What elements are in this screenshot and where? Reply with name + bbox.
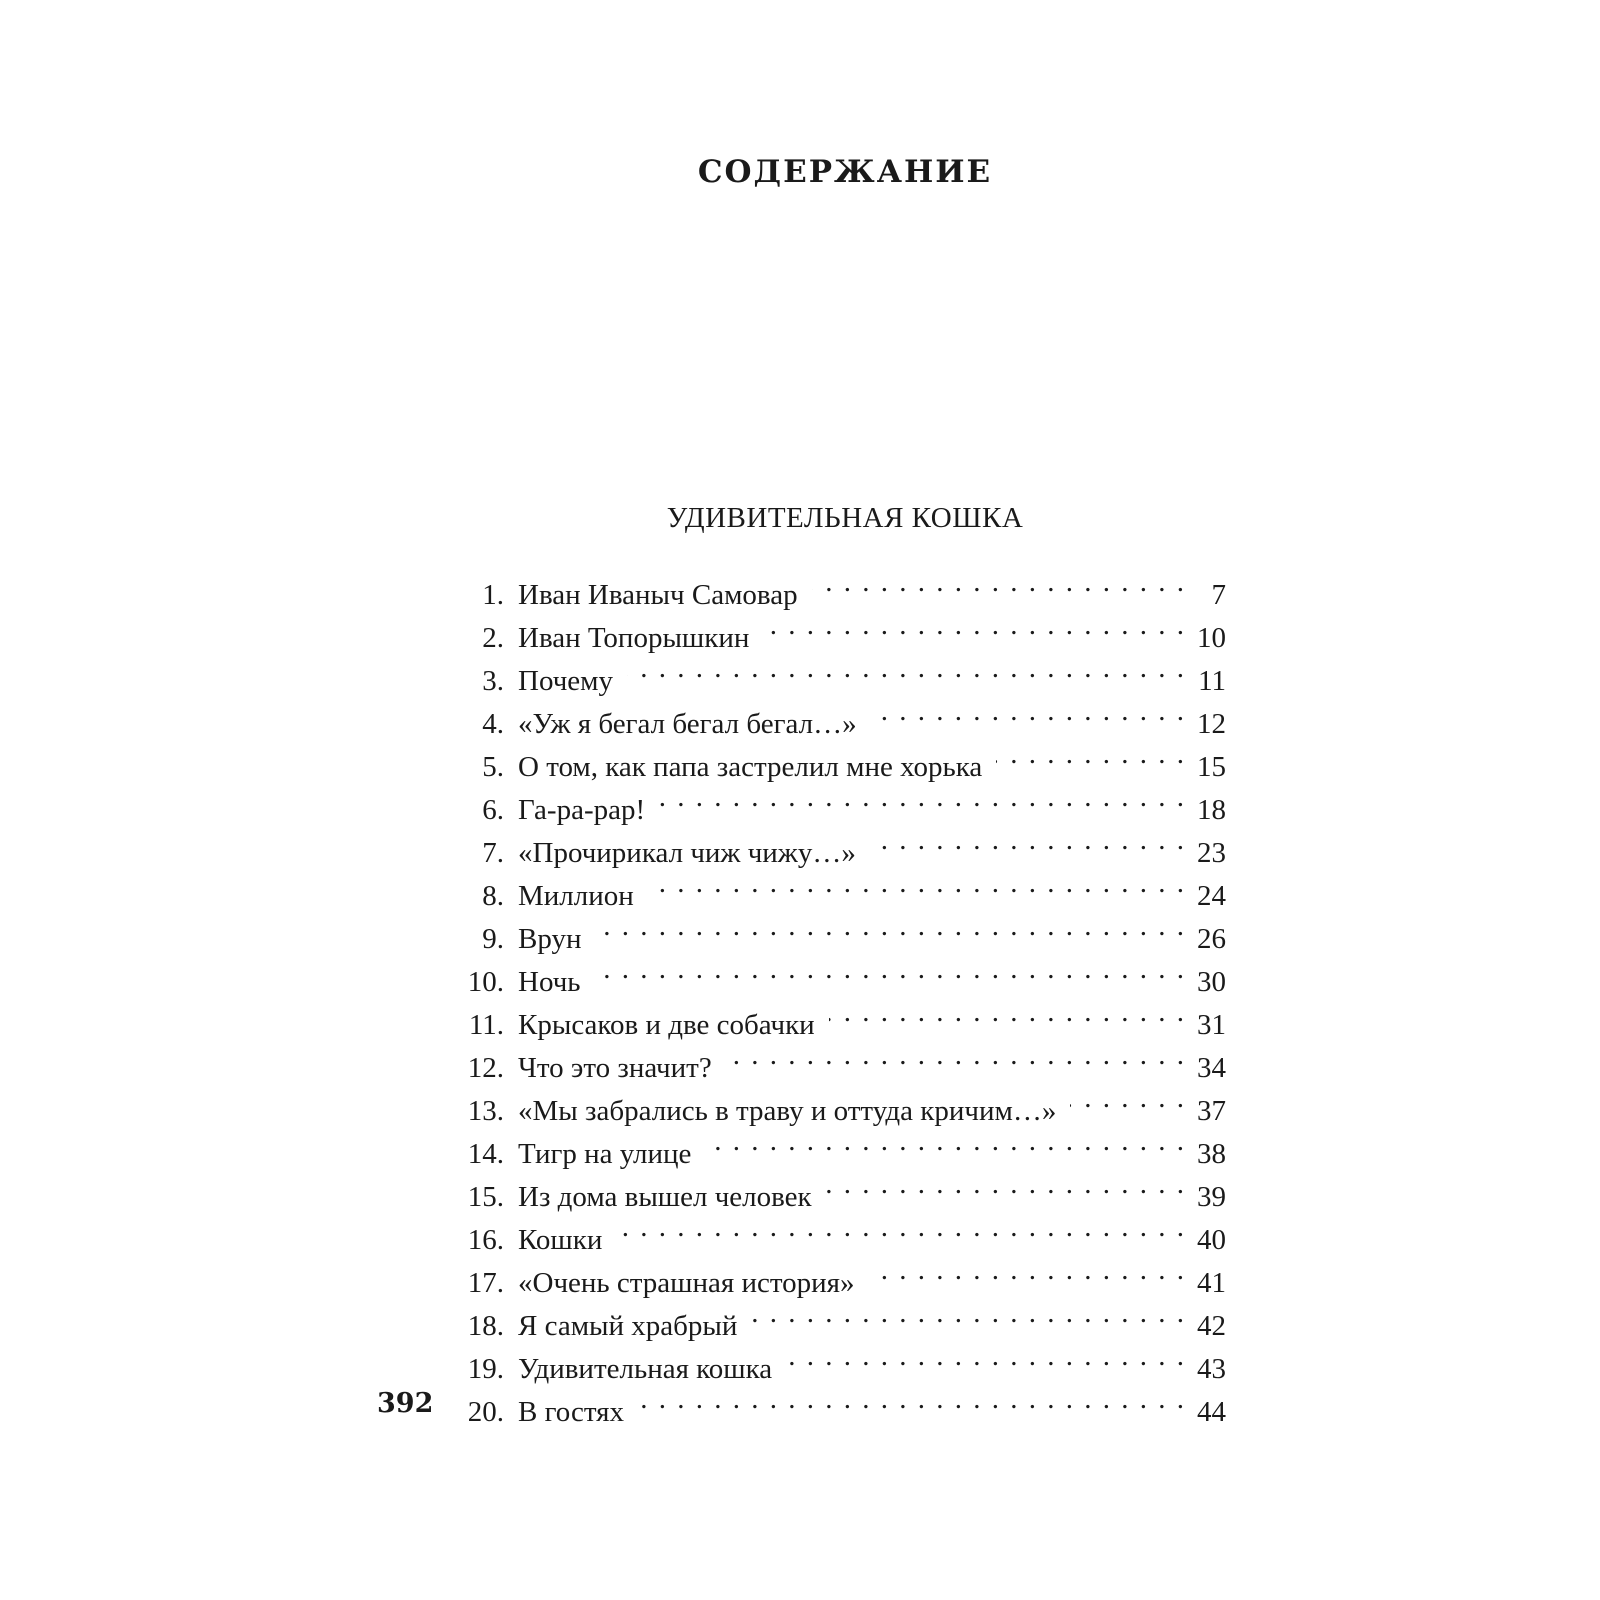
dot-leader <box>870 819 1186 862</box>
entry-number: 2. <box>482 622 504 654</box>
table-of-contents <box>450 561 1226 1428</box>
dot-leader <box>616 1206 1186 1249</box>
entry-number: 17. <box>467 1267 504 1299</box>
entry-number: 4. <box>482 708 504 740</box>
entry-page-number: 15 <box>1197 751 1226 783</box>
entry-number: 20. <box>467 1396 504 1428</box>
entry-number: 18. <box>467 1310 504 1342</box>
entry-page-number: 41 <box>1197 1267 1226 1299</box>
entry-page-number: 7 <box>1211 579 1226 611</box>
dot-leader <box>595 948 1186 991</box>
dot-leader <box>786 1335 1186 1378</box>
entry-page-number: 39 <box>1197 1181 1226 1213</box>
entry-title: Что это значит? <box>518 1052 712 1084</box>
entry-page-number: 24 <box>1197 880 1226 912</box>
entry-title: Ночь <box>518 966 581 998</box>
page-title: СОДЕРЖАНИЕ <box>697 154 993 190</box>
entry-title: Иван Иваныч Самовар <box>518 579 798 611</box>
dot-leader <box>627 647 1186 690</box>
entry-page-number: 12 <box>1197 708 1226 740</box>
dot-leader <box>812 561 1186 604</box>
entry-page-number: 42 <box>1197 1310 1226 1342</box>
entry-page-number: 31 <box>1197 1009 1226 1041</box>
entry-title: Удивительная кошка <box>518 1353 773 1385</box>
dot-leader <box>871 690 1186 733</box>
entry-number: 3. <box>482 665 504 697</box>
entry-number: 1. <box>482 579 504 611</box>
entry-number: 8. <box>482 880 504 912</box>
entry-number: 13. <box>467 1095 504 1127</box>
entry-title: Я самый храбрый <box>518 1310 738 1342</box>
entry-page-number: 34 <box>1197 1052 1226 1084</box>
entry-title: О том, как папа застрелил мне хорька <box>518 751 983 783</box>
entry-title: Из дома вышел человек <box>518 1181 812 1213</box>
dot-leader <box>763 604 1186 647</box>
entry-page-number: 38 <box>1197 1138 1226 1170</box>
dot-leader <box>1070 1077 1186 1120</box>
dot-leader <box>826 1163 1186 1206</box>
entry-number: 15. <box>467 1181 504 1213</box>
dot-leader <box>595 905 1186 948</box>
entry-page-number: 43 <box>1197 1353 1226 1385</box>
dot-leader <box>648 862 1186 905</box>
dot-leader <box>705 1120 1186 1163</box>
entry-page-number: 44 <box>1197 1396 1226 1428</box>
entry-page-number: 26 <box>1197 923 1226 955</box>
entry-title: Иван Топорышкин <box>518 622 750 654</box>
entry-title: Га-ра-рар! <box>518 794 646 826</box>
entry-title: Миллион <box>518 880 634 912</box>
entry-page-number: 23 <box>1197 837 1226 869</box>
entry-page-number: 10 <box>1197 622 1226 654</box>
entry-title: Почему <box>518 665 614 697</box>
entry-number: 12. <box>467 1052 504 1084</box>
entry-title: «Прочирикал чиж чижу…» <box>518 837 856 869</box>
entry-page-number: 30 <box>1197 966 1226 998</box>
entry-title: Кошки <box>518 1224 603 1256</box>
entry-title: «Очень страшная история» <box>518 1267 855 1299</box>
entry-number: 6. <box>482 794 504 826</box>
entry-title: Крысаков и две собачки <box>518 1009 815 1041</box>
entry-page-number: 18 <box>1197 794 1226 826</box>
dot-leader <box>869 1249 1186 1292</box>
entry-title: «Мы забрались в траву и оттуда кричим…» <box>518 1095 1057 1127</box>
dot-leader <box>996 733 1186 776</box>
entry-page-number: 40 <box>1197 1224 1226 1256</box>
dot-leader <box>659 776 1186 819</box>
entry-title: Тигр на улице <box>518 1138 692 1170</box>
entry-number: 9. <box>482 923 504 955</box>
entry-number: 16. <box>467 1224 504 1256</box>
entry-title: «Уж я бегал бегал бегал…» <box>518 708 857 740</box>
dot-leader <box>638 1378 1186 1421</box>
section-title: УДИВИТЕЛЬНАЯ КОШКА <box>666 502 1024 534</box>
entry-number: 7. <box>482 837 504 869</box>
dot-leader <box>726 1034 1186 1077</box>
dot-leader <box>751 1292 1186 1335</box>
toc-entry <box>450 561 1226 611</box>
entry-title: В гостях <box>518 1396 624 1428</box>
entry-number: 19. <box>467 1353 504 1385</box>
entry-number: 14. <box>467 1138 504 1170</box>
entry-page-number: 37 <box>1197 1095 1226 1127</box>
entry-number: 10. <box>467 966 504 998</box>
entry-number: 11. <box>468 1009 504 1041</box>
dot-leader <box>829 991 1186 1034</box>
entry-page-number: 11 <box>1198 665 1226 697</box>
page-number: 392 <box>377 1388 434 1419</box>
entry-number: 5. <box>482 751 504 783</box>
entry-title: Врун <box>518 923 582 955</box>
